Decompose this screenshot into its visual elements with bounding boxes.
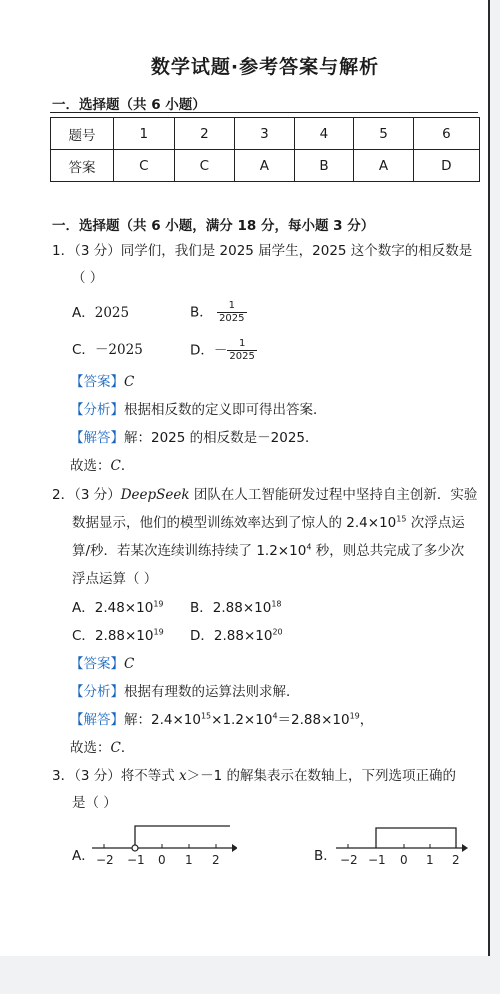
question-2-stem-line3: 算/秒．若某次连续训练持续了 $1.2\times 10^4$ 秒，则总共完成了多少次	[72, 542, 465, 559]
question-1-answer: 【答案】C	[70, 374, 135, 390]
question-3-stem-cont: 是（ ）	[72, 795, 117, 811]
solution-tag: 【解答】	[70, 430, 124, 446]
answer-table	[50, 117, 480, 182]
tick-label: 2	[452, 853, 460, 867]
table-row	[51, 118, 480, 150]
option-value: 2025	[94, 305, 130, 321]
question-3-option-a-label: A．	[72, 848, 95, 864]
table-cell: 4	[294, 118, 354, 150]
fraction: $\frac{1}{2025}$	[219, 300, 245, 324]
arrow-head	[232, 844, 237, 852]
question-1-option-a	[72, 303, 129, 323]
table-cell: 2	[174, 118, 235, 150]
question-1-analysis: 【分析】根据相反数的定义即可得出答案．	[70, 402, 327, 418]
table-cell: C	[174, 150, 235, 182]
table-cell: D	[413, 150, 479, 182]
question-2-stem-line2: 数据显示，他们的模型训练效率达到了惊人的 $2.4\times 10^{15}$ 次浮点运	[72, 514, 465, 531]
question-2-option-c: C．$2.88\times 10^{19}$	[72, 627, 164, 644]
table-header-cell: 答案	[51, 150, 114, 182]
tick-label: −1	[127, 853, 145, 867]
question-1-choice: 故选：C．	[70, 458, 135, 474]
table-header-cell: 题号	[51, 118, 114, 150]
fraction: $\frac{1}{2025}$	[229, 338, 255, 362]
question-2-analysis: 【分析】根据有理数的运算法则求解．	[70, 684, 300, 700]
section-heading: 一．选择题（共 6 小题）	[52, 97, 206, 113]
table-cell: 6	[413, 118, 479, 150]
page-title: 数学试题·参考答案与解析	[150, 56, 380, 78]
option-value: －2025	[94, 342, 143, 358]
question-1-option-b	[190, 300, 247, 325]
question-1-option-c	[72, 340, 143, 360]
table-cell: 1	[114, 118, 175, 150]
solution-tag: 【解答】	[70, 712, 124, 728]
tick-label: 1	[185, 853, 193, 867]
section-heading: 一．选择题（共 6 小题，满分 18 分，每小题 3 分）	[52, 218, 375, 234]
option-label: A．	[72, 305, 95, 321]
question-2-option-a: A．$2.48\times 10^{19}$	[72, 599, 164, 616]
question-2-answer: 【答案】C	[70, 656, 135, 672]
question-1-option-d: D．－ $\frac{1}{2025}$	[190, 338, 255, 362]
question-2-solution: 【解答】解：$2.4\times 10^{15}\times 1.2\times 10^4=2.88\times 10^{19}$，	[70, 711, 374, 728]
answer-tag: 【答案】	[70, 374, 124, 390]
question-2-stem-line4: 浮点运算（ ）	[72, 571, 158, 587]
number-line-option-a	[92, 822, 237, 868]
answer-tag: 【答案】	[70, 656, 124, 672]
table-cell: 5	[354, 118, 414, 150]
option-label: D．	[190, 342, 214, 359]
question-2-choice: 故选：C．	[70, 740, 135, 756]
analysis-tag: 【分析】	[70, 402, 124, 418]
question-1-stem-cont: （ ）	[72, 270, 104, 286]
arrow-head	[462, 844, 468, 852]
tick-label: 1	[426, 853, 434, 867]
table-cell: 3	[235, 118, 295, 150]
question-3-option-b-label: B．	[314, 848, 337, 864]
question-2-option-b: B．$2.88\times 10^{18}$	[190, 599, 282, 616]
option-label: C．	[72, 342, 95, 358]
section-divider	[50, 112, 478, 113]
table-row	[51, 150, 480, 182]
question-1-stem: 1．（3 分）同学们，我们是 2025 届学生，2025 这个数字的相反数是	[52, 243, 473, 259]
tick-label: −1	[368, 853, 386, 867]
question-2-stem: 2．（3 分）DeepSeek 团队在人工智能研发过程中坚持自主创新．实验	[52, 487, 478, 503]
table-cell: A	[235, 150, 295, 182]
tick-label: 0	[400, 853, 408, 867]
solution-segment	[376, 828, 456, 848]
tick-label: 2	[212, 853, 220, 867]
question-2-option-d: D．$2.88\times 10^{20}$	[190, 627, 283, 644]
analysis-tag: 【分析】	[70, 684, 124, 700]
number-line-option-b	[336, 822, 476, 868]
tick-label: −2	[96, 853, 114, 867]
open-endpoint	[132, 845, 138, 851]
tick-label: 0	[158, 853, 166, 867]
table-cell: A	[354, 150, 414, 182]
table-cell: C	[114, 150, 175, 182]
tick-label: −2	[340, 853, 358, 867]
question-3-stem: 3．（3 分）将不等式 x＞－1 的解集表示在数轴上，下列选项正确的	[52, 768, 457, 784]
table-cell: B	[294, 150, 354, 182]
option-label: B．	[190, 304, 213, 321]
question-1-solution: 【解答】解：2025 的相反数是－2025．	[70, 430, 319, 446]
